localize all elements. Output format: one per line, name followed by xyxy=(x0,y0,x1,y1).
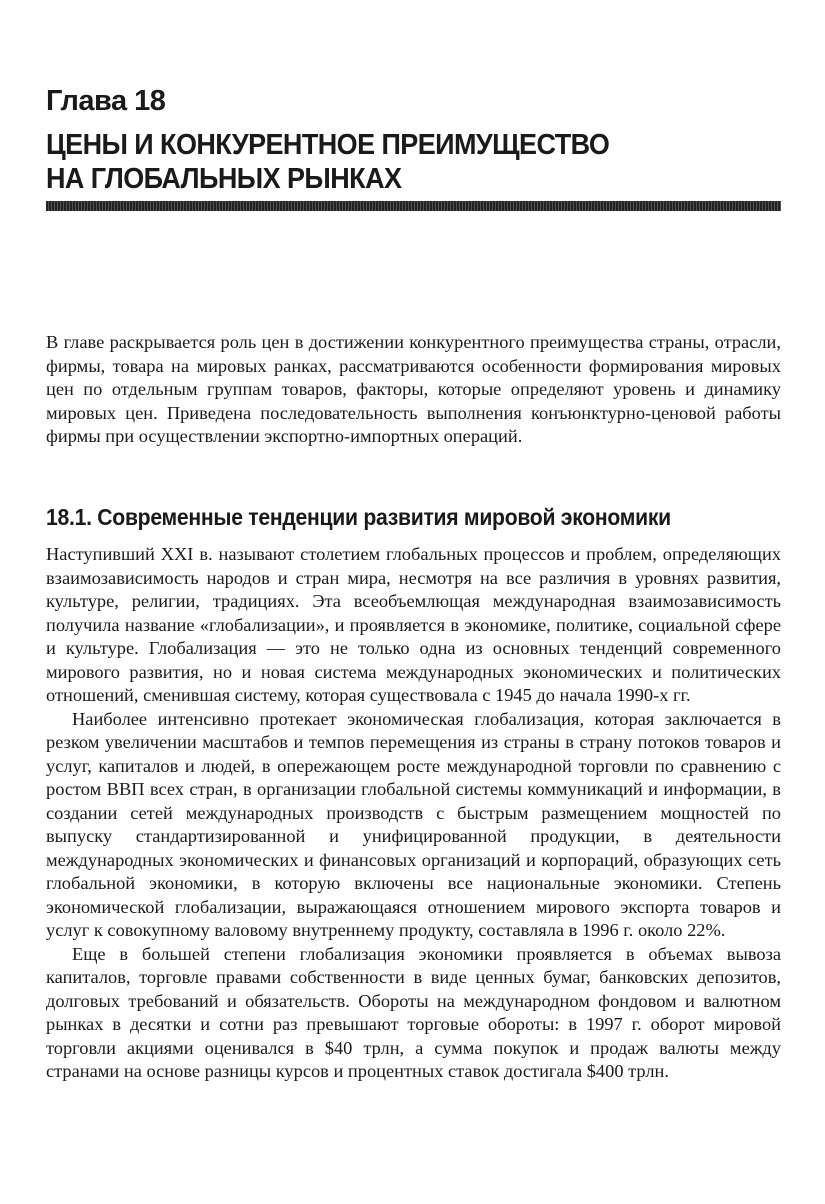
chapter-title-line-1: ЦЕНЫ И КОНКУРЕНТНОЕ ПРЕИМУЩЕСТВО xyxy=(46,129,610,161)
chapter-label: Глава 18 xyxy=(46,85,166,117)
body-paragraph: Еще в большей степени глобализация экономики проявляется в объемах вывоза капиталов, торговле правами собственности в виде ценных бумаг, банковских депозитов, долговых требований и обязательств. Обороты на международном фондовом и валютном рынках в десятки и сотни раз превышают торговые обороты: в 1997 г. оборот мировой торговли акциями оценивался в $40 трлн, а сумма покупок и продаж валюты между странами на основе разницы курсов и процентных ставок достигала $400 трлн. xyxy=(46,943,781,1081)
chapter-title-line-2: НА ГЛОБАЛЬНЫХ РЫНКАХ xyxy=(46,163,402,195)
section-body xyxy=(46,543,781,1084)
body-paragraph: Наступивший XXI в. называют столетием глобальных процессов и проблем, определяющих взаимозависимость народов и стран мира, несмотря на все различия в уровнях развития, культуре, религии, традициях. Эта всеобъемлющая международная взаимозависимость получила название «глобализации», и проявляется в экономике, политике, социальной сфере и культуре. Глобализация — это не только одна из основных тенденций современного мирового развития, но и новая система международных экономических и политических отношений, сменившая систему, которая существовала с 1945 до начала 1990-х гг. xyxy=(46,544,781,705)
body-paragraph: Наиболее интенсивно протекает экономическая глобализация, которая заключается в резком увеличении масштабов и темпов перемещения из страны в страну потоков товаров и услуг, капиталов и людей, в опережающем росте международной торговли по сравнению с ростом ВВП всех стран, в организации глобальной системы коммуникаций и информации, в создании сетей международных производств с быстрым размещением мощностей по выпуску стандартизированной и унифицированной продукции, в деятельности международных экономических и финансовых организаций и корпораций, образующих сеть глобальной экономики, в которую включены все национальные экономики. Степень экономической глобализации, выражающаяся отношением мирового экспорта товаров и услуг к совокупному валовому внутреннему продукту, составляла в 1996 г. около 22%. xyxy=(46,708,781,940)
title-rule-divider xyxy=(46,201,781,211)
chapter-title xyxy=(46,128,609,196)
section-heading: 18.1. Современные тенденции развития мировой экономики xyxy=(46,504,671,530)
chapter-abstract: В главе раскрывается роль цен в достижении конкурентного преимущества страны, отрасли, фирмы, товара на мировых ранках, рассматриваются особенности формирования мировых цен по отдельным группам товаров, факторы, которые определяют уровень и динамику мировых цен. Приведена последовательность выполнения конъюнктурно-ценовой работы фирмы при осуществлении экспортно-импортных операций. xyxy=(46,332,781,447)
